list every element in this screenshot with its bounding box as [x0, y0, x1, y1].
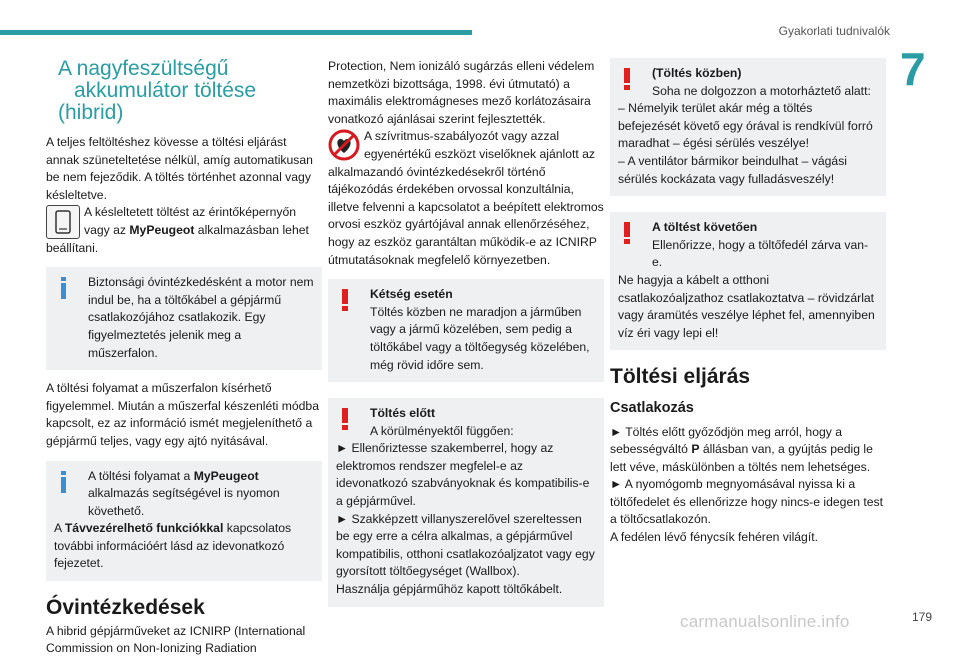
before-line-4: Használja gépjárműhöz kapott töltőkábelt.	[336, 582, 563, 597]
during-line-3: – A ventilátor bármikor beindulhat – vágási sérülés kockázata vagy fulladásveszély!	[618, 153, 847, 186]
delayed-charge-paragraph	[46, 204, 322, 257]
column-1	[46, 58, 322, 658]
before-line-1: A körülményektől függően:	[370, 423, 514, 438]
info-icon	[61, 277, 66, 299]
column-3	[610, 58, 886, 547]
no-pacemaker-icon	[328, 129, 360, 161]
during-line-1: Soha ne dolgozzon a motorháztető alatt:	[652, 83, 871, 98]
delayed-text-c: alkalmazásban lehet beállítani.	[46, 222, 309, 255]
page-number: 179	[912, 610, 933, 624]
header-section-title: Gyakorlati tudnivalók	[778, 24, 890, 38]
precautions-heading: Óvintézkedések	[46, 596, 205, 620]
info-box-text: Biztonsági óvintézkedésként a motor nem indul be, ha a töltőkábel a gépjármű csatlakozójához csatlakozik. Egy figyelmeztetés jelenik meg a műszerfalon.	[88, 275, 314, 360]
during-line-2: – Némelyik terület akár még a töltés befejezését követő egy órával is rendkívül forró maradhat – égési sérülés veszélye!	[618, 101, 873, 151]
info-icon	[61, 471, 66, 493]
column-2	[328, 58, 604, 607]
header-accent-bar	[0, 30, 472, 35]
warning-icon	[342, 289, 348, 311]
info-box-app	[46, 461, 322, 582]
warning-title: Kétség esetén	[370, 287, 453, 302]
info-box-app-text-2: A Távvezérelhető funkciókkal kapcsolatos további információért lásd az idevonatkozó fejezetet.	[54, 521, 292, 571]
pacemaker-text: A szívritmus-szabályozót vagy azzal egyenértékű eszközt viselőknek ajánlott az alkalmazandó óvintézkedésekről történő tájékozódás érdekében orvossal konzultálnia, illetve felvenni a kapcsolatot a beépített elektromos orvosi eszköz gyártójával annak ellenőrzéséhez, hogy az eszköz garantáltan működik-e az ICNIRP útmutatásoknak megfelelő környezetben.	[328, 129, 604, 267]
after-line-2: Ne hagyja a kábelt a otthoni csatlakozóaljzathoz csatlakoztatva – rövidzárlat vagy áramütés veszélye léphet fel, amennyiben víz éri vagy lepi el!	[618, 272, 875, 340]
connection-subheading: Csatlakozás	[610, 399, 694, 416]
precautions-text: A hibrid gépjárműveket az ICNIRP (International Commission on Non-Ionizing Radiation	[46, 623, 306, 656]
warning-box-doubt	[328, 279, 604, 382]
intro-paragraph: A teljes feltöltéshez kövesse a töltési eljárást annak szüneteltetése nélkül, amíg automatikusan be nem fejeződik. A töltés történhet azonnal vagy késleltetve.	[46, 135, 313, 202]
warning-title: (Töltés közben)	[652, 66, 742, 80]
warning-icon	[342, 408, 348, 430]
after-line-1: Ellenőrizze, hogy a töltőfedél zárva van-e.	[652, 237, 869, 270]
warning-box-before	[328, 398, 604, 607]
connect-step-1: ► Töltés előtt győződjön meg arról, hogy a sebességváltó P állásban van, a gyújtás pedig le lett véve, máskülönben a töltés nem lehetséges.	[610, 424, 873, 474]
warning-box-after	[610, 212, 886, 350]
before-line-2: ► Ellenőriztesse szakemberrel, hogy az elektromos rendszer megfelel-e az idevonatkozó szabványoknak és kompatibilis-e a gépjárművel.	[336, 441, 590, 509]
procedure-heading: Töltési eljárás	[610, 365, 751, 389]
smartphone-icon	[46, 205, 80, 239]
pacemaker-paragraph	[328, 128, 604, 269]
title-line-1: A nagyfeszültségű	[58, 57, 229, 80]
chapter-number: 7	[900, 43, 926, 95]
warning-title: A töltést követően	[652, 220, 758, 235]
progress-paragraph: A töltési folyamat a műszerfalon kísérhető figyelemmel. Miután a műszerfal készenléti módba kapcsolt, ez az információ ismét megjeleníthető a gépjármű teljes, vagy egy ajtó nyitásával.	[46, 381, 319, 448]
info-box-safety	[46, 267, 322, 370]
info-box-app-text: A töltési folyamat a MyPeugeot alkalmazás segítségével is nyomon követhető.	[88, 468, 280, 518]
page-title	[46, 58, 322, 124]
watermark: carmanualsonline.info	[680, 612, 850, 631]
connect-step-3: A fedélen lévő fénycsík fehéren világít.	[610, 530, 818, 545]
warning-box-during	[610, 58, 886, 196]
warning-title: Töltés előtt	[370, 406, 436, 421]
connect-step-2: ► A nyomógomb megnyomásával nyissa ki a töltőfedelet és ellenőrizze hogy nincs-e idegen test a töltőcsatlakozón.	[610, 477, 884, 527]
delayed-text-a: A késleltetett töltést az érintőképernyőn vagy az	[84, 205, 297, 237]
title-line-2: akkumulátor töltése	[74, 79, 257, 102]
warning-icon	[624, 68, 630, 90]
icnirp-continuation: Protection, Nem ionizáló sugárzás elleni védelem nemzetközi bizottsága, 1998. évi útmutató) a maximális elektromágneses mező korlátozásaira vonatkozó ajánlásai szerint fejlesztették.	[328, 59, 595, 126]
before-line-3: ► Szakképzett villanyszerelővel szereltessen be egy erre a célra alkalmas, a gépjárművel kompatibilis, otthoni csatlakozóaljzatot vagy egy gyorsított töltőegységet (Wallbox).	[336, 511, 595, 579]
mypeugeot-label: MyPeugeot	[129, 222, 195, 237]
warning-icon	[624, 222, 630, 244]
warning-text-inline: Töltés közben ne maradjon a járműben vagy a jármű közelében, sem pedig a töltőkábel vagy a töltőegység közelében, még rövid időre sem.	[370, 304, 590, 372]
title-line-3: (hibrid)	[58, 101, 124, 124]
